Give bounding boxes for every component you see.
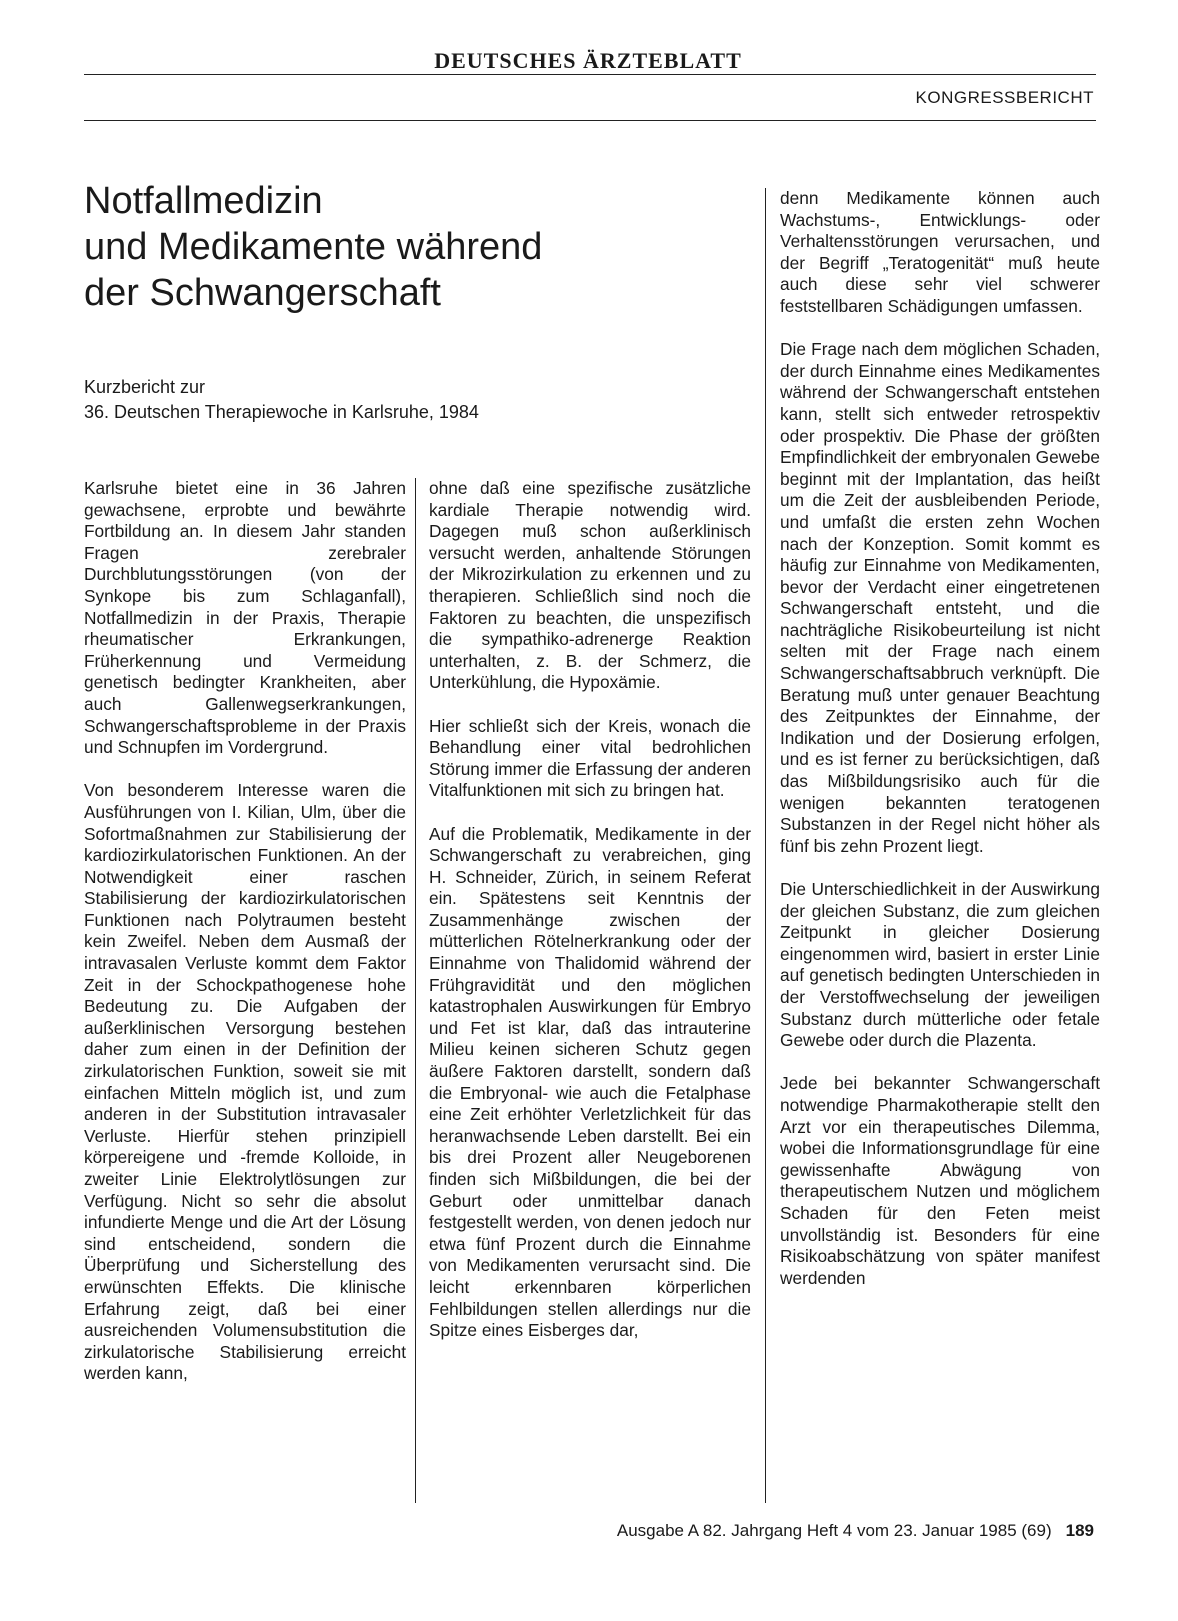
section-rule bbox=[84, 120, 1096, 121]
column-divider bbox=[415, 478, 416, 1503]
paragraph: Hier schließt sich der Kreis, wonach die Behandlung einer vital bedrohlichen Störung immer die Erfassung der anderen Vitalfunktionen mit sich zu bringen hat. bbox=[429, 715, 751, 801]
article-subtitle bbox=[84, 375, 724, 425]
paragraph: Auf die Problematik, Medikamente in der Schwangerschaft zu verabreichen, ging H. Schneider, Zürich, in seinem Referat ein. Spätestens seit Kenntnis der Zusammenhänge zwischen der mütterlichen Rötelnerkrankung oder der Einnahme von Thalidomid während der Frühgravidität und den möglichen katastrophalen Auswirkungen für Embryo und Fet ist klar, daß das intrauterine Milieu keinen sicheren Schutz gegen äußere Faktoren darstellt, sondern daß die Embryonal- wie auch die Fetalphase eine Zeit erhöhter Verletzlichkeit für das heranwachsende Leben darstellt. Bei ein bis drei Prozent aller Neugeborenen finden sich Mißbildungen, die bei der Geburt oder unmittelbar danach festgestellt werden, von denen jedoch nur etwa fünf Prozent durch die Einnahme von Medikamenten verursacht sind. Die leicht erkennbaren körperlichen Fehlbildungen stellen allerdings nur die Spitze eines Eisberges dar, bbox=[429, 823, 751, 1341]
paragraph: Jede bei bekannter Schwangerschaft notwendige Pharmakotherapie stellt den Arzt vor ein therapeutisches Dilemma, wobei die Informationsgrundlage für eine gewissenhafte Abwägung von therapeutischem Nutzen und möglichem Schaden für den Feten meist unvollständig ist. Besonders für eine Risikoabschätzung von später manifest werdenden bbox=[780, 1073, 1100, 1288]
paragraph: denn Medikamente können auch Wachstums-, Entwicklungs- oder Verhaltensstörungen verursachen, und der Begriff „Teratogenität“ muß heute auch diese sehr viel schwerer feststellbaren Schädigungen umfassen. bbox=[780, 188, 1100, 316]
column-divider bbox=[765, 188, 766, 1503]
text-column-2 bbox=[429, 478, 751, 1342]
title-line: und Medikamente während bbox=[84, 226, 543, 268]
page-footer bbox=[617, 1521, 1094, 1541]
title-line: Notfallmedizin bbox=[84, 180, 323, 222]
paragraph: Die Unterschiedlichkeit in der Auswirkung der gleichen Substanz, die zum gleichen Zeitpunkt in gleicher Dosierung eingenommen wird, basiert in erster Linie auf genetisch bedingten Unterschieden in der Verstoffwechselung der jeweiligen Substanz durch mütterliche oder fetale Gewebe oder durch die Plazenta. bbox=[780, 879, 1100, 1051]
text-column-1 bbox=[84, 478, 406, 1385]
text-column-3 bbox=[780, 188, 1100, 1289]
masthead: DEUTSCHES ÄRZTEBLATT bbox=[434, 48, 742, 73]
subtitle-line: 36. Deutschen Therapiewoche in Karlsruhe, 1984 bbox=[84, 402, 479, 422]
title-line: der Schwangerschaft bbox=[84, 272, 441, 314]
subtitle-line: Kurzbericht zur bbox=[84, 377, 206, 397]
page-number: 189 bbox=[1065, 1521, 1094, 1540]
paragraph: Die Frage nach dem möglichen Schaden, der durch Einnahme eines Medikamentes während der Schwangerschaft entstehen kann, stellt sich entweder retrospektiv oder prospektiv. Die Phase der größten Empfindlichkeit der embryonalen Gewebe beginnt mit der Implantation, das heißt um die Zeit der ausbleibenden Periode, und umfaßt die ersten zehn Wochen nach der Konzeption. Somit kommt es häufig zur Einnahme von Medikamenten, bevor der Verdacht einer eingetretenen Schwangerschaft entsteht, und die nachträgliche Risikobeurteilung ist nicht selten mit der Frage nach einem Schwangerschaftsabbruch verknüpft. Die Beratung muß unter genauer Beachtung des Zeitpunktes der Einnahme, der Indikation und der Dosierung erfolgen, und es ist ferner zu berücksichtigen, daß das Mißbildungsrisiko auch für die wenigen bekannten teratogenen Substanzen in der Regel nicht höher als fünf bis zehn Prozent liegt. bbox=[780, 339, 1100, 856]
paragraph: ohne daß eine spezifische zusätzliche kardiale Therapie notwendig wird. Dagegen muß schon außerklinisch versucht werden, anhaltende Störungen der Mikrozirkulation zu erkennen und zu therapieren. Schließlich sind noch die Faktoren zu beachten, die unspezifisch die sympathiko-adrenerge Reaktion unterhalten, z. B. der Schmerz, die Unterkühlung, die Hypoxämie. bbox=[429, 478, 751, 693]
paragraph: Von besonderem Interesse waren die Ausführungen von I. Kilian, Ulm, über die Sofortmaßnahmen zur Stabilisierung der kardiozirkulatorischen Funktionen. An der Notwendigkeit einer raschen Stabilisierung der kardiozirkulatorischen Funktionen nach Polytraumen besteht kein Zweifel. Neben dem Ausmaß der intravasalen Verluste kommt dem Faktor Zeit in der Schockpathogenese hohe Bedeutung zu. Die Aufgaben der außerklinischen Versorgung bestehen daher zum einen in der Definition der zirkulatorischen Funktion, soweit sie mit einfachen Mitteln möglich ist, und zum anderen in der Substitution intravasaler Verluste. Hierfür stehen prinzipiell körpereigene und -fremde Kolloide, in zweiter Linie Elektrolytlösungen zur Verfügung. Nicht so sehr die absolut infundierte Menge und die Art der Lösung sind entscheidend, sondern die Überprüfung und Sicherstellung des erwünschten Effekts. Die klinische Erfahrung zeigt, daß bei einer ausreichenden Volumensubstitution die zirkulatorische Stabilisierung erreicht werden kann, bbox=[84, 780, 406, 1384]
masthead-rule bbox=[84, 74, 1096, 75]
issue-info: Ausgabe A 82. Jahrgang Heft 4 vom 23. Januar 1985 (69) bbox=[616, 1521, 1052, 1540]
paragraph: Karlsruhe bietet eine in 36 Jahren gewachsene, erprobte und bewährte Fortbildung an. In diesem Jahr standen Fragen zerebraler Durchblutungsstörungen (von der Synkope bis zum Schlaganfall), Notfallmedizin in der Praxis, Therapie rheumatischer Erkrankungen, Früherkennung und Vermeidung genetisch bedingter Krankheiten, aber auch Gallenwegserkrankungen, Schwangerschaftsprobleme in der Praxis und Schnupfen im Vordergrund. bbox=[84, 478, 406, 758]
section-label: KONGRESSBERICHT bbox=[915, 88, 1094, 107]
article-title bbox=[84, 178, 724, 316]
